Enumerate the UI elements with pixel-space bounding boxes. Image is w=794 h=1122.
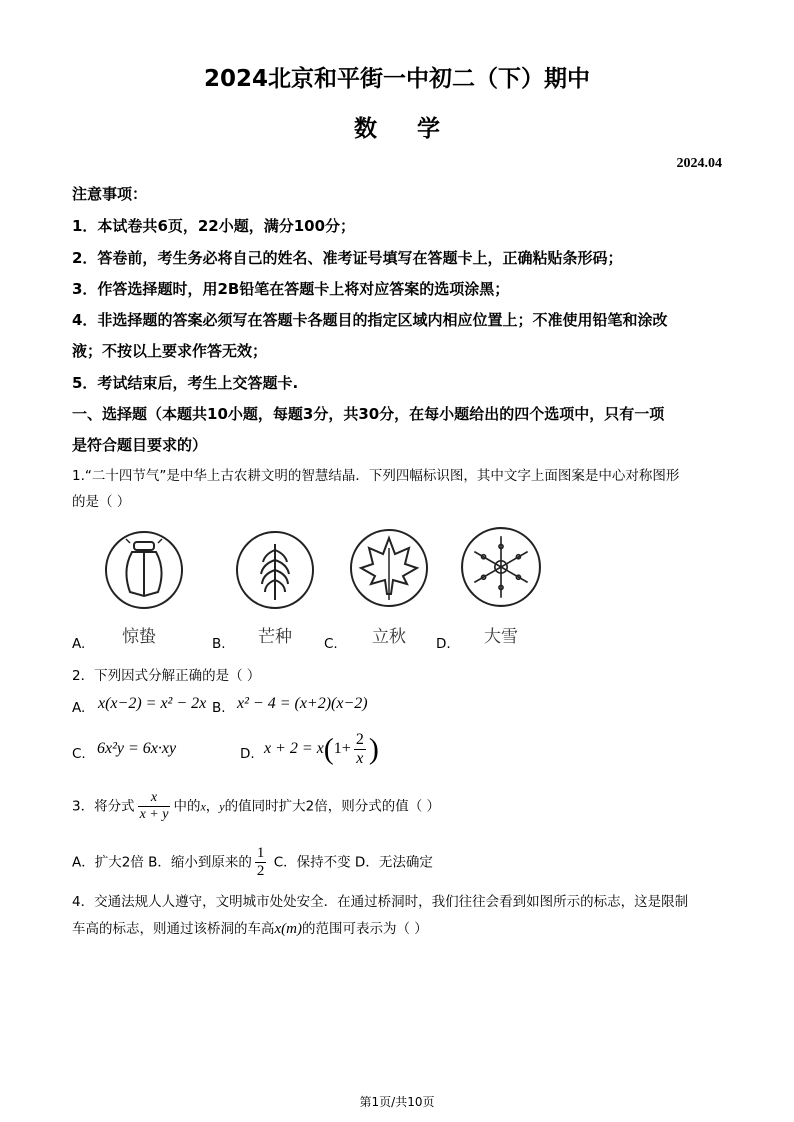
option-d-label: 大雪 — [484, 627, 518, 647]
q3-b-num: 1 — [256, 845, 265, 861]
option-d-letter: D. — [436, 636, 451, 652]
q3-option-d: D．无法确定 — [354, 854, 433, 871]
q3-option-a: A．扩大2倍 — [72, 854, 144, 871]
option-b-letter: B. — [212, 636, 226, 652]
q3-b-den: 2 — [256, 863, 265, 879]
q2-option-c-expr: 6x²y = 6x·xy — [97, 740, 177, 757]
question-4-stem: 4．交通法规人人遵守，文明城市处处安全．在通过桥洞时，我们往往会看到如图所示的标志，这是限制 — [72, 894, 689, 910]
q4-var: x(m) — [274, 921, 302, 937]
snowflake-icon — [460, 526, 542, 608]
q3-var-x: x — [200, 799, 206, 814]
note-item: 4．非选择题的答案必须写在答题卡各题目的指定区域内相应位置上；不准使用铅笔和涂改 — [72, 311, 668, 329]
note-item: 5．考试结束后，考生上交答题卡. — [72, 374, 299, 392]
question-1-stem: 1.“二十四节气”是中华上古农耕文明的智慧结晶．下列四幅标识图，其中文字上面图案是中心对称图形 — [72, 468, 680, 484]
option-c-label: 立秋 — [372, 627, 406, 647]
q3-option-b: B．缩小到原来的 — [148, 854, 252, 871]
wheat-icon — [235, 530, 315, 610]
option-c-letter: C. — [324, 636, 338, 652]
subject-title: 数学 — [354, 116, 480, 142]
q4-post: 的范围可表示为（ ） — [301, 921, 428, 937]
page-footer: 第1页/共10页 — [359, 1095, 435, 1109]
q3-frac-num: x — [138, 790, 171, 807]
q2-option-d-letter: D. — [240, 746, 255, 762]
page-title: 2024北京和平街一中初二（下）期中 — [203, 66, 590, 92]
q2-option-b-letter: B. — [212, 700, 226, 716]
q3-option-c: C．保持不变 — [273, 854, 351, 871]
section-heading: 一、选择题（本题共10小题，每题3分，共30分，在每小题给出的四个选项中，只有一项 — [72, 405, 665, 423]
option-b-label: 芒种 — [258, 627, 292, 647]
question-3-stem — [72, 790, 440, 823]
q3-suffix: 的值同时扩大2倍，则分式的值（ ） — [224, 798, 441, 815]
q2-option-a-expr: x(x−2) = x² − 2x — [98, 695, 207, 712]
q3-mid: 中的 — [173, 798, 201, 815]
q3-frac-den: x + y — [139, 807, 169, 822]
note-item: 2．答卷前，考生务必将自己的姓名、准考证号填写在答题卡上，正确粘贴条形码； — [72, 249, 623, 267]
q2-option-b-expr: x² − 4 = (x+2)(x−2) — [237, 695, 368, 712]
q3-prefix: 3．将分式 — [72, 798, 135, 815]
q2-option-a-letter: A. — [72, 700, 86, 716]
q2-d-lhs: x + 2 = x — [264, 740, 324, 758]
q2-d-num: 2 — [355, 731, 364, 748]
question-2-stem: 2．下列因式分解正确的是（ ） — [72, 668, 261, 684]
section-heading-cont: 是符合题目要求的） — [72, 436, 208, 454]
maple-leaf-icon — [349, 528, 429, 608]
question-1-stem-cont: 的是（ ） — [72, 494, 131, 510]
exam-date: 2024.04 — [676, 156, 722, 171]
note-item: 液；不按以上要求作答无效； — [72, 342, 268, 360]
option-a-letter: A. — [72, 636, 86, 652]
option-a-label: 惊蛰 — [122, 627, 156, 647]
q4-pre: 车高的标志，则通过该桥洞的车高 — [72, 921, 275, 937]
q3-var-y: y — [219, 799, 225, 814]
q3-options — [72, 845, 433, 880]
q3-comma: ， — [205, 798, 220, 815]
question-4-stem-cont — [72, 917, 428, 938]
note-item: 3．作答选择题时，用2B铅笔在答题卡上将对应答案的选项涂黑； — [72, 280, 510, 298]
ladybug-icon — [104, 530, 184, 610]
note-item: 1．本试卷共6页，22小题，满分100分； — [72, 217, 356, 235]
q2-d-den: x — [356, 750, 364, 767]
q2-option-c-letter: C. — [72, 746, 86, 762]
notes-heading: 注意事项： — [72, 185, 148, 203]
q2-option-d-expr: x + 2 = x(1+ $\frac{2}{x}$ ) — [264, 731, 379, 767]
q2-d-one: 1+ — [333, 740, 351, 758]
